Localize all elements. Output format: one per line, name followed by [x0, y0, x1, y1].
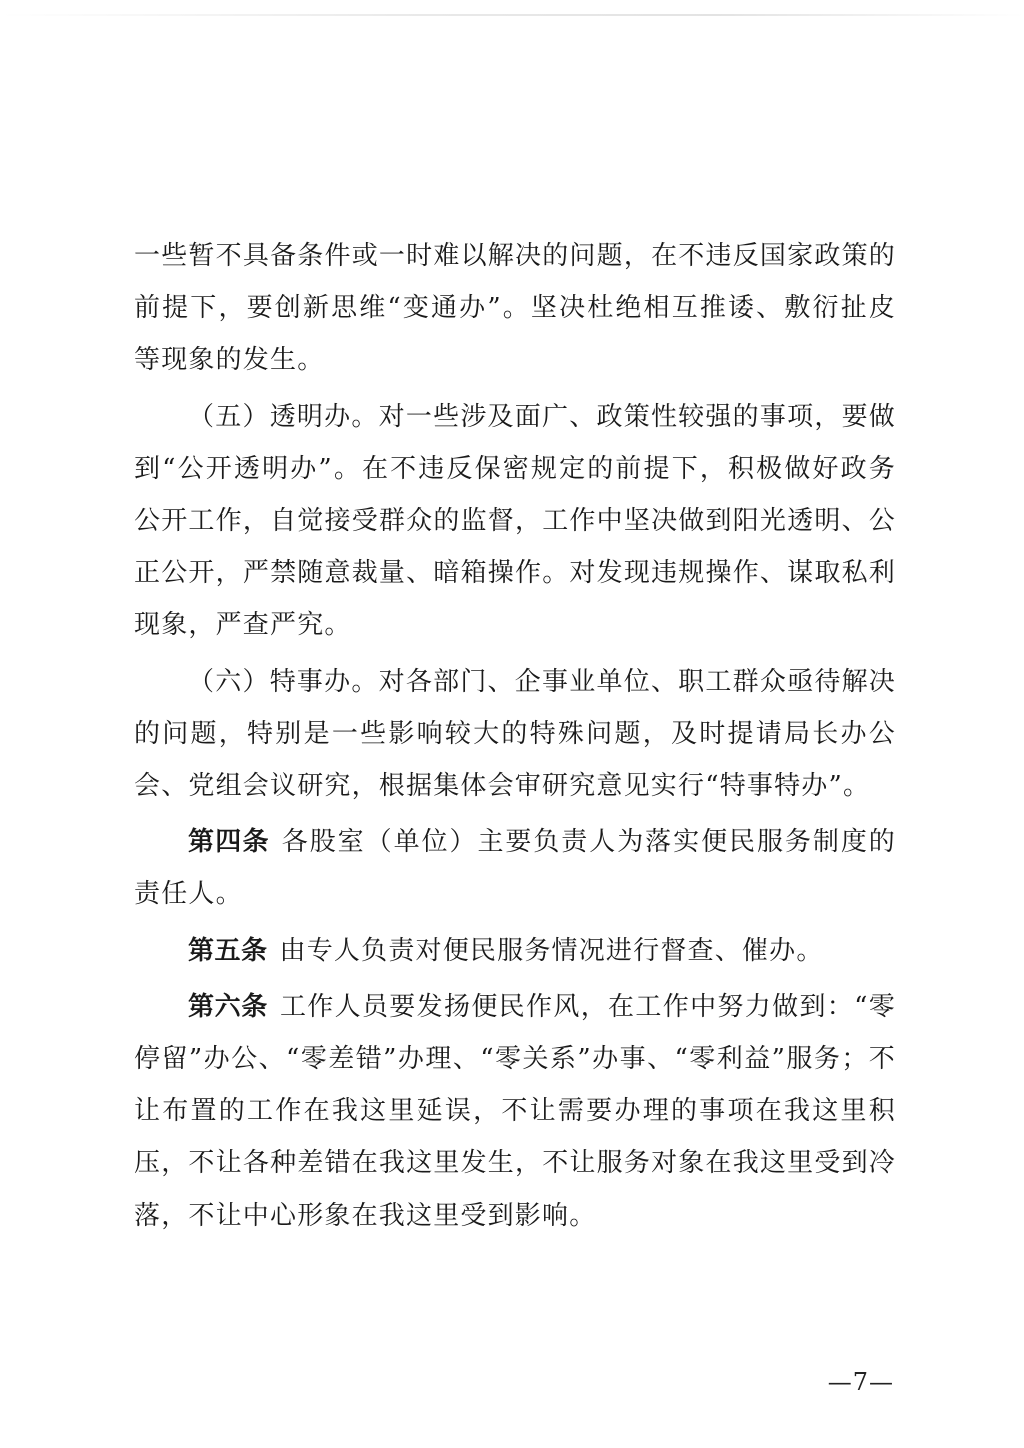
- article-label: 第六条: [188, 991, 268, 1022]
- article-5: [134, 925, 896, 977]
- paragraph-text: （五）透明办。对一些涉及面广、政策性较强的事项，要做到“公开透明办”。在不违反保密规定的前提下，积极做好政务公开工作，自觉接受群众的监督，工作中坚决做到阳光透明、公正公开，严禁随意裁量、暗箱操作。对发现违规操作、谋取私利现象，严查严究。: [134, 401, 896, 641]
- document-body: [134, 230, 896, 1246]
- article-text: 工作人员要发扬便民作风，在工作中努力做到：“零停留”办公、“零差错”办理、“零关系”办事、“零利益”服务；不让布置的工作在我这里延误，不让需要办理的事项在我这里积压，不让各种差错在我这里发生，不让服务对象在我这里受到冷落，不让中心形象在我这里受到影响。: [134, 991, 896, 1231]
- article-text: 各股室（单位）主要负责人为落实便民服务制度的责任人。: [134, 827, 896, 910]
- article-6: [134, 981, 896, 1242]
- paragraph-text: 一些暂不具备条件或一时难以解决的问题，在不违反国家政策的前提下，要创新思维“变通办”。坚决杜绝相互推诿、敷衍扯皮等现象的发生。: [134, 241, 896, 376]
- paragraph-text: （六）特事办。对各部门、企事业单位、职工群众亟待解决的问题，特别是一些影响较大的特殊问题，及时提请局长办公会、党组会议研究，根据集体会审研究意见实行“特事特办”。: [134, 666, 896, 802]
- article-label: 第五条: [188, 935, 268, 966]
- scan-edge-mark: [0, 14, 1024, 16]
- paragraph-continuation: [134, 230, 896, 387]
- article-4: [134, 816, 896, 920]
- article-text: 由专人负责对便民服务情况进行督查、催办。: [279, 935, 824, 966]
- page-number: —7—: [827, 1368, 894, 1396]
- paragraph-transparent-handling: [134, 391, 896, 652]
- article-label: 第四条: [188, 827, 270, 858]
- paragraph-special-handling: [134, 656, 896, 813]
